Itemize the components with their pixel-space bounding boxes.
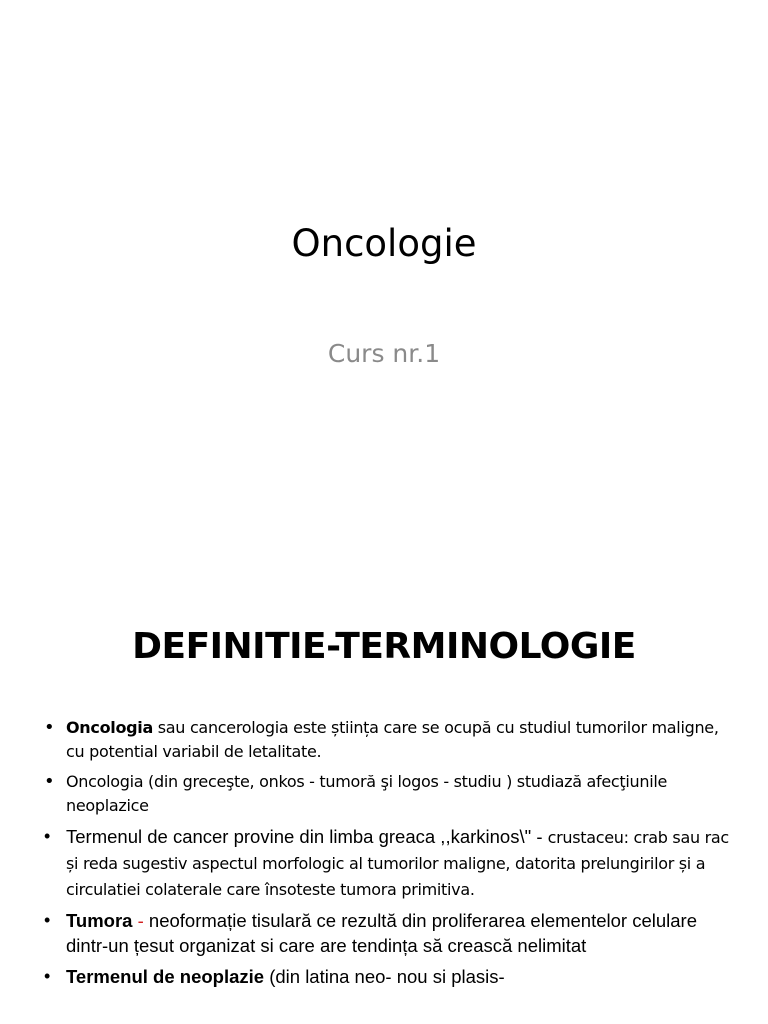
bullet-dot-icon: • bbox=[44, 966, 51, 986]
bullet-lead-text: Termenul de cancer provine din limba greaca ,,karkinos\" - bbox=[66, 826, 548, 847]
definition-slide bbox=[0, 576, 768, 1024]
bullet-bold-term: Termenul de neoplazie bbox=[66, 966, 265, 987]
slide-subtitle: Curs nr.1 bbox=[327, 339, 441, 368]
bullet-text: sau cancerologia este știința care se ocupă cu studiul tumorilor maligne, cu potential variabil de letalitate. bbox=[66, 718, 719, 761]
slide-title: Oncologie bbox=[291, 222, 477, 265]
bullet-item-neoplazie bbox=[40, 964, 730, 989]
bullet-dot-icon: • bbox=[44, 826, 51, 846]
bullet-item-tumora bbox=[40, 908, 730, 958]
bullet-item-oncologia bbox=[40, 716, 730, 764]
bullet-dot-icon: • bbox=[44, 910, 51, 930]
bullet-dot-icon: • bbox=[44, 771, 55, 792]
bullet-text: (din latina neo- nou si plasis- bbox=[264, 966, 505, 987]
bullet-text: crustaceu: crab sau rac și reda sugestiv aspectul morfologic al tumorilor maligne, datorita prelungirilor și a circulatiei colaterale care însoteste tumora primitiva. bbox=[66, 828, 729, 899]
definition-slide-title: DEFINITIE-TERMINOLOGIE bbox=[132, 626, 636, 667]
bullet-text: Oncologia (din greceşte, onkos - tumoră şi logos - studiu ) studiază afecţiunile neoplazice bbox=[66, 772, 668, 815]
bullet-bold-term: Oncologia bbox=[66, 718, 153, 737]
bullet-dot-icon: • bbox=[44, 717, 55, 738]
bullet-item-etymology bbox=[40, 770, 730, 818]
bullet-item-cancer-term bbox=[40, 824, 730, 902]
bullet-text: neoformație tisulară ce rezultă din proliferarea elementelor celulare dintr-un țesut organizat si care are tendința să crească nelimitat bbox=[66, 910, 698, 956]
bullet-list bbox=[40, 716, 730, 995]
bullet-dash: - bbox=[132, 910, 149, 931]
bullet-bold-term: Tumora bbox=[66, 910, 133, 931]
